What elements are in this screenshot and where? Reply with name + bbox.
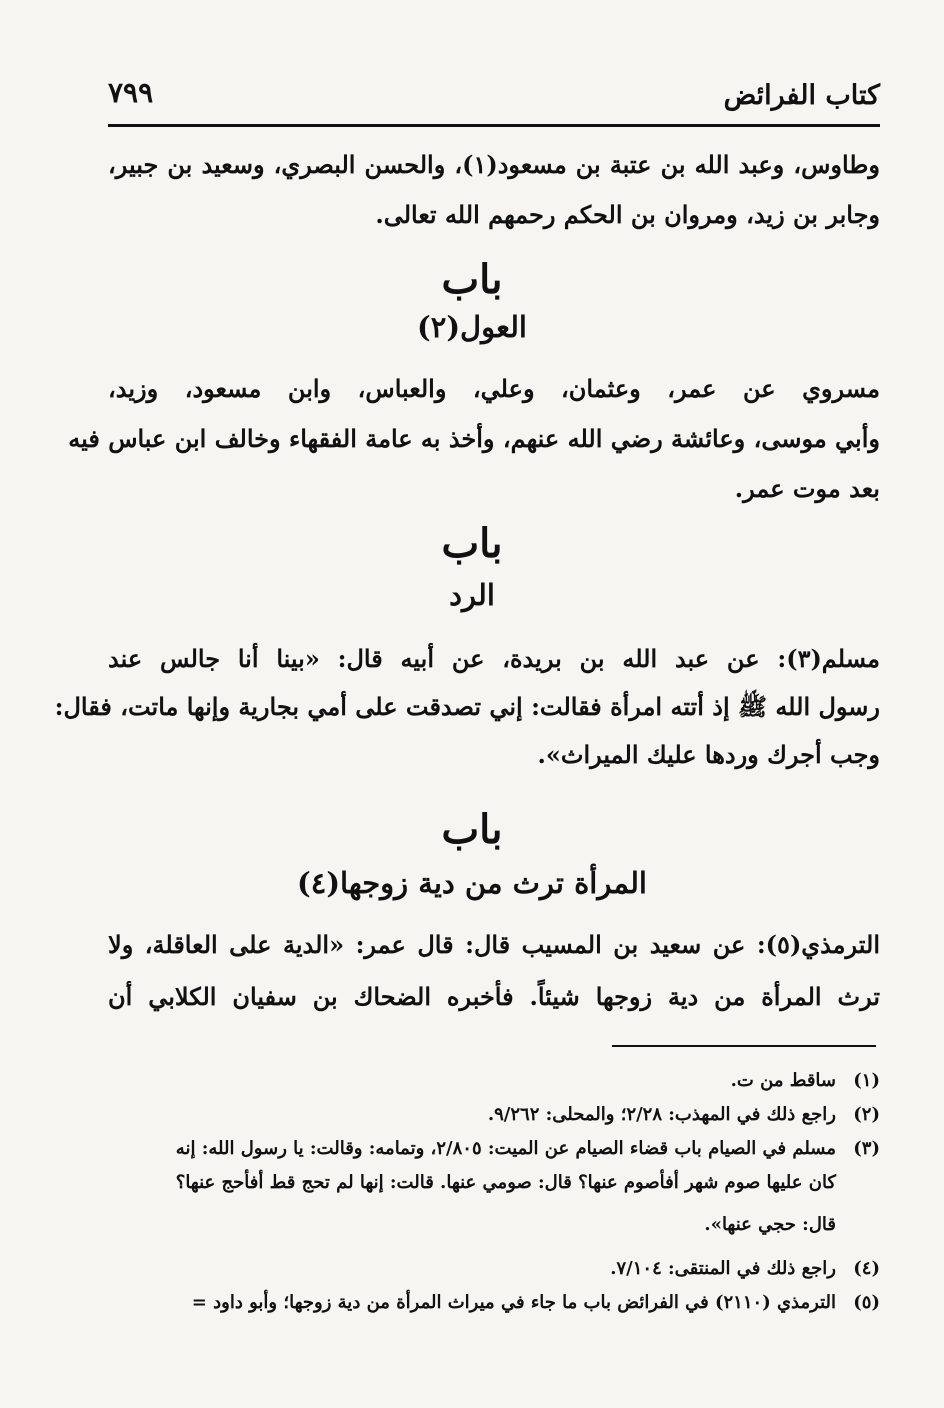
bab-heading: باب — [441, 256, 503, 303]
section-title-diya: المرأة ترث من دية زوجها(٤) — [297, 866, 647, 900]
footnote-2 — [90, 1104, 880, 1125]
bab-heading: باب — [441, 520, 503, 567]
page-number: ٧٩٩ — [108, 76, 154, 109]
footnote-text: مسلم في الصيام باب قضاء الصيام عن الميت: ٢/٨٠٥، وتمامه: وقالت: يا رسول الله: إنه — [175, 1138, 836, 1159]
section-title-radd: الرد — [449, 578, 495, 612]
radd-line: رسول الله ﷺ إذ أتته امرأة فقالت: إني تصدقت على أمي بجارية وإنها ماتت، فقال: — [54, 692, 880, 721]
section-title-awl: العول(٢) — [417, 310, 527, 344]
footnote-number: (٥) — [853, 1292, 880, 1313]
bab-heading: باب — [441, 806, 503, 853]
footnote-text: الترمذي (٢١١٠) في الفرائض باب ما جاء في ميراث المرأة من دية زوجها؛ وأبو داود = — [191, 1292, 836, 1313]
footnote-1 — [90, 1070, 880, 1091]
intro-line: وجابر بن زيد، ومروان بن الحكم رحمهم الله تعالى. — [375, 200, 880, 229]
radd-line: وجب أجرك وردها عليك الميراث». — [537, 740, 880, 769]
footnote-text: راجع ذلك في المهذب: ٢/٢٨؛ والمحلى: ٩/٢٦٢. — [487, 1104, 836, 1125]
footnote-number: (٣) — [853, 1138, 880, 1159]
footnote-3 — [90, 1138, 880, 1159]
footnote-text: راجع ذلك في المنتقى: ٧/١٠٤. — [610, 1258, 836, 1279]
diya-line: ترث المرأة من دية زوجها شيئاً. فأخبره الضحاك بن سفيان الكلابي أن — [108, 982, 880, 1011]
footnote-4 — [90, 1258, 880, 1279]
awl-line: وأبي موسى، وعائشة رضي الله عنهم، وأخذ به عامة الفقهاء وخالف ابن عباس فيه — [68, 424, 880, 453]
footnote-3-continued: قال: حجي عنها». — [704, 1214, 836, 1235]
footnote-text: ساقط من ت. — [730, 1070, 836, 1091]
running-title: كتاب الفرائض — [723, 80, 880, 111]
footnote-separator — [612, 1045, 876, 1047]
footnote-5 — [90, 1292, 880, 1313]
awl-line: بعد موت عمر. — [734, 474, 880, 503]
awl-line: مسروي عن عمر، وعثمان، وعلي، والعباس، وابن مسعود، وزيد، — [108, 374, 880, 403]
diya-line: الترمذي(٥): عن سعيد بن المسيب قال: قال عمر: «الدية على العاقلة، ولا — [108, 930, 880, 959]
footnote-3-continued: كان عليها صوم شهر أفأصوم عنها؟ قال: صومي عنها. قالت: إنها لم تحج قط أفأحج عنها؟ — [175, 1172, 836, 1193]
footnote-number: (١) — [853, 1070, 880, 1091]
radd-line: مسلم(٣): عن عبد الله بن بريدة، عن أبيه قال: «بينا أنا جالس عند — [108, 644, 880, 673]
footnote-number: (٢) — [853, 1104, 880, 1125]
page-header — [108, 70, 880, 127]
intro-line: وطاوس، وعبد الله بن عتبة بن مسعود(١)، والحسن البصري، وسعيد بن جبير، — [108, 150, 880, 179]
footnote-number: (٤) — [853, 1258, 880, 1279]
